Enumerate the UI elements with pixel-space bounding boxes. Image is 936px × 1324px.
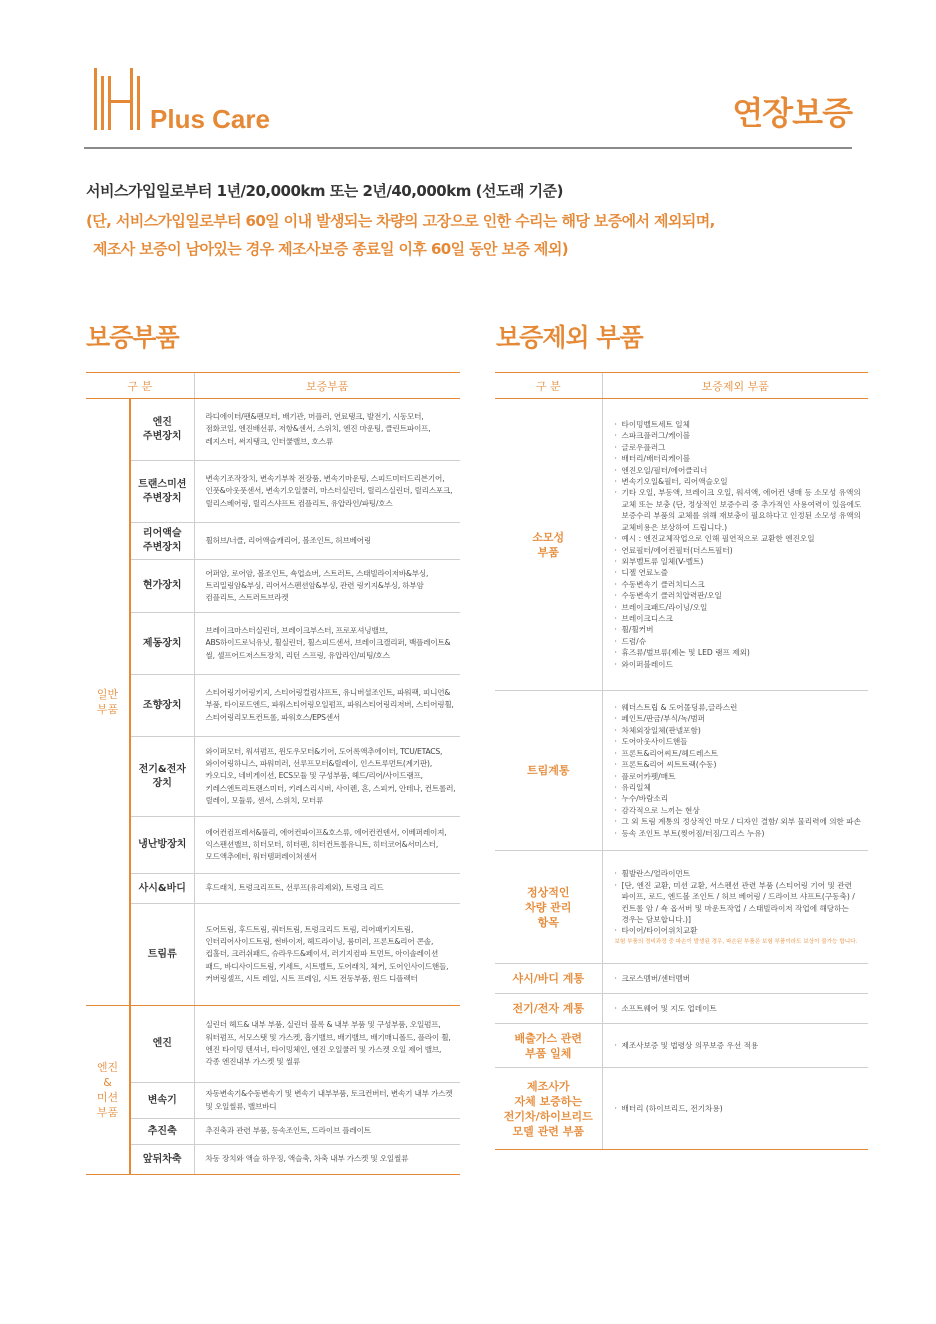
table-row [86, 560, 460, 613]
table-row [86, 675, 460, 737]
table-row [86, 1083, 460, 1119]
exclusion-category: 정상적인 차량 관리 항목 [495, 851, 602, 964]
list-item: · 도어아웃사이드핸들 [615, 736, 865, 747]
repair-damage-note: 보험 부품의 정비과정 중 파손이 발생된 경우, 파손된 부품은 보험 부품이라도 보상이 불가능 합니다. [614, 938, 858, 945]
exclusion-category: 전기/전자 계통 [495, 994, 602, 1024]
excluded-items [615, 419, 865, 670]
table-row [86, 613, 460, 675]
excluded-parts-list [602, 1068, 868, 1150]
subcategory-label: 냉난방장치 [130, 817, 194, 874]
list-item: · 제조사보증 및 법령상 의무보증 우선 적용 [615, 1040, 865, 1051]
table-row [495, 399, 868, 691]
list-item: · 드럼/슈 [615, 636, 865, 647]
table-row [86, 523, 460, 560]
list-item: · 디젤 연료노즐 [615, 567, 865, 578]
excluded-items [615, 1003, 865, 1014]
excluded-parts-list [602, 851, 868, 964]
covered-parts-list: 실린더 헤드& 내부 부품, 실린더 블록 & 내부 부품 및 구성부품, 오일펌프, 워터펌프, 서모스탯 및 가스켓, 흡기밸브, 배기밸브, 배기매니폴드, 플라이 휠, 엔진 타이밍 텐셔너, 타이밍체인, 엔진 오일쿨러 및 가스켓 오일 제어 밸브, 각종 엔진내부 가스켓 및 씰류 [194, 1006, 460, 1083]
exclusion-category: 샤시/바디 계통 [495, 964, 602, 994]
excluded-parts-list [602, 691, 868, 851]
excluded-parts-list [602, 1024, 868, 1068]
plus-care-logo [94, 68, 294, 132]
list-item: · 배터리 (하이브리드, 전기차용) [615, 1103, 865, 1114]
table-row [86, 737, 460, 817]
exclusion-category: 트림계통 [495, 691, 602, 851]
covered-parts-list: 브레이크마스터실린더, 브레이크부스터, 프로포셔닝밸브, ABS하이드로닉유닛, 휠실린더, 휠스피드센서, 브레이크캘리퍼, 백플레이트&씰, 셀프어드저스트장치, 리턴 스프링, 유압라인/피팅/호스 [194, 613, 460, 675]
covered-parts-list: 후드래치, 트렁크리프트, 선루프(유리제외), 트렁크 리드 [194, 874, 460, 904]
covered-parts-list: 스티어링기어링키지, 스티어링컬럼샤프트, 유니버셜조인트, 파워팩, 피니언&부품, 타이로드엔드, 파워스티어링오일펌프, 파워스티어링리저버, 스티어링휠, 스티어링리모트컨트롤, 파워호스/EPS센서 [194, 675, 460, 737]
excluded-items [615, 973, 865, 984]
list-item: · 예시 : 엔진교체작업으로 인해 필연적으로 교환한 엔진오일 [615, 533, 865, 544]
list-item: · 글로우플러그 [615, 442, 865, 453]
column-header-category: 구 분 [495, 373, 602, 399]
list-item: · [단, 엔진 교환, 미션 교환, 서스펜션 관련 부품 (스티어링 기어 및 관련 파이프, 로드, 엔드볼 조인트 / 허브 베어링 / 드라이브 샤프트(구동축) / 컨트롤 암 / 쇽 옵서버 및 마운트작업 / 스태빌라이저 작업에 해당하는 경우는 담보합니다.)] [615, 880, 865, 926]
list-item: · 프론트&리어씨트/헤드레스트 [615, 748, 865, 759]
exclusion-category: 제조사가 자체 보증하는 전기차/하이브리드 모델 관련 부품 [495, 1068, 602, 1150]
excluded-parts-list [602, 994, 868, 1024]
list-item: · 수동변속기 클러치압력판/오일 [615, 590, 865, 601]
list-item: · 타이어/타이어위치교환 [615, 925, 865, 936]
table-row [86, 461, 460, 523]
header-divider [84, 147, 852, 149]
list-item: · 브레이크패드/라이닝/오일 [615, 602, 865, 613]
excluded-parts-table [495, 372, 868, 1150]
list-item: · 프론트&리어 씨트트랙(수동) [615, 759, 865, 770]
list-item: · 엔진오일/필터/에어클리너 [615, 465, 865, 476]
excluded-items [615, 1103, 865, 1114]
covered-parts-list: 변속기조작장치, 변속기부착 전장품, 변속기마운팅, 스피드미터드리븐기어, 인풋&아웃풋센서, 변속기오일쿨러, 마스터실린더, 릴리스실린더, 릴리스포크, 릴리스베어링, 릴리스샤프트 컴플리트, 유압라인/파팅/호스 [194, 461, 460, 523]
list-item: · 누수/바람소리 [615, 793, 865, 804]
list-item: · 휠/휠커버 [615, 624, 865, 635]
covered-parts-list: 라디에이터/팬&팬모터, 배기관, 머플러, 연료탱크, 발전기, 시동모터, 점화코일, 엔진배선류, 저항&센서, 스위치, 엔진 마운팅, 클린트파이프, 레지스터, 써지탱크, 인터쿨밸브, 호스류 [194, 399, 460, 461]
list-item: · 외부벨트류 일체(V-벨트) [615, 556, 865, 567]
list-item: · 스파크플러그/케이블 [615, 430, 865, 441]
subcategory-label: 제동장치 [130, 613, 194, 675]
list-item: · 기타 오일, 부동액, 브레이크 오일, 워셔액, 에어컨 냉매 등 소모성 유액의 교체 또는 보충 (단, 정상적인 보증수리 중 추가적인 사용여력이 있음에도 보증수리 부품의 교체를 위해 재보충이 필요하다고 인정된 소모성 유액의 교체비용은 보상하여 드립니다.) [615, 487, 865, 533]
subcategory-label: 트랜스미션 주변장치 [130, 461, 194, 523]
exclusion-note-line1: (단, 서비스가입일로부터 60일 이내 발생되는 차량의 고장으로 인한 수리는 해당 보증에서 제외되며, [86, 212, 715, 230]
list-item: · 수동변속기 클러치디스크 [615, 579, 865, 590]
excluded-items [615, 702, 865, 839]
table-row [495, 1024, 868, 1068]
table-row [86, 1145, 460, 1175]
list-item: · 등속 조인트 부트(찢어짐/터짐/그리스 누유) [615, 828, 865, 839]
covered-parts-table [86, 372, 460, 1175]
list-item: · 크로스멤버/센터멤버 [615, 973, 865, 984]
covered-parts-list: 차동 장치와 액슬 하우징, 액슬축, 차축 내부 가스켓 및 오일씰류 [194, 1145, 460, 1175]
table-row [495, 851, 868, 964]
list-item: · 연료필터/에어컨필터(더스트필터) [615, 545, 865, 556]
list-item: · 감각적으로 느끼는 현상 [615, 805, 865, 816]
covered-parts-list: 휠허브/너클, 리어액슬캐리어, 볼조인트, 허브베어링 [194, 523, 460, 560]
brand-name: Plus Care [150, 104, 270, 134]
excluded-parts-list [602, 399, 868, 691]
subcategory-label: 전기&전자 장치 [130, 737, 194, 817]
intro [86, 180, 866, 263]
list-item: · 변속기오일&필터, 리어액슬오일 [615, 476, 865, 487]
subcategory-label: 엔진 주변장치 [130, 399, 194, 461]
list-item: · 그 외 트림 계통의 정상적인 마모 / 디자인 결함/ 외부 물리력에 의한 파손 [615, 816, 865, 827]
subcategory-label: 변속기 [130, 1083, 194, 1119]
column-header-parts: 보증제외 부품 [602, 373, 868, 399]
excluded-parts-title: 보증제외 부품 [496, 323, 643, 352]
group-label: 엔진 & 미션 부품 [86, 1006, 130, 1175]
list-item: · 웨더스트립 & 도어몰딩류,글라스런 [615, 702, 865, 713]
coverage-period: 서비스가입일로부터 1년/20,000km 또는 2년/40,000km (선도래 기준) [86, 182, 563, 200]
covered-parts-list: 추진축과 관련 부품, 등속조인트, 드라이브 플레이트 [194, 1119, 460, 1145]
table-row [86, 817, 460, 874]
subcategory-label: 추진축 [130, 1119, 194, 1145]
excluded-items [615, 1040, 865, 1051]
subcategory-label: 사시&바디 [130, 874, 194, 904]
table-row [86, 1119, 460, 1145]
subcategory-label: 트림류 [130, 904, 194, 1006]
column-header-category: 구 분 [86, 373, 194, 399]
table-row [495, 994, 868, 1024]
covered-parts-list: 에어컨컴프레서&풀리, 에어컨파이프&호스류, 에어컨컨덴서, 이베퍼레이져, 익스팬션밸브, 히터모터, 히터팬, 히터컨트롤유니트, 히터코어&서미스터, 모드액추에터, 워터템퍼레이쳐센서 [194, 817, 460, 874]
list-item: · 페인트/판금/부식/녹/범퍼 [615, 713, 865, 724]
list-item: · 배터리/배터리케이블 [615, 453, 865, 464]
excluded-parts-list [602, 964, 868, 994]
exclusion-note-line2: 제조사 보증이 남아있는 경우 제조사보증 종료일 이후 60일 동안 보증 제외) [93, 240, 568, 258]
excluded-items [615, 868, 865, 936]
subcategory-label: 현가장치 [130, 560, 194, 613]
covered-parts-list: 와이퍼모터, 워셔펌프, 윈도우모터&기어, 도어록액추에이터, TCU/ETACS, 와이어링하니스, 파워미러, 선루프모터&릴레이, 인스트루먼트(계기판), 카오디오, 네비게이션, ECS모듈 및 구성부품, 헤드/리어/사이드램프, 키레스엔트리트랜스미터, 키레스리시버, 사이렌, 혼, 스피커, 안테나, 컨트롤러, 릴레이, 모듈류, 센서, 스위치, 모터류 [194, 737, 460, 817]
covered-parts-list: 어퍼암, 로어암, 볼조인트, 쇽업쇼버, 스트러트, 스태빌라이저바&부싱, 트리밀링암&부싱, 리어서스펜션암&부싱, 관련 링키지&부싱, 하부암 컴플리트, 스트러트브라켓 [194, 560, 460, 613]
exclusion-category: 배출가스 관련 부품 일체 [495, 1024, 602, 1068]
subcategory-label: 앞뒤차축 [130, 1145, 194, 1175]
subcategory-label: 엔진 [130, 1006, 194, 1083]
list-item: · 휠발란스/얼라이먼트 [615, 868, 865, 879]
table-row [86, 904, 460, 1006]
covered-parts-list: 도어트림, 후드트림, 쿼터트림, 트렁크리드 트림, 리어패키지트림, 인터리어사이드트림, 썬바이저, 헤드라이닝, 룸미러, 프론트&리어 콘솔, 컵홀더, 크러쉬패드, 슈라우드&페이셔, 러기지컴파 트먼트, 아이솔레이션 패드, 바디사이드트림, 키세트, 시트벨트, 도어래치, 체커, 도어인사이드핸들, 커버링셀프, 시트 레일, 시트 프레임, 시트 전동부품, 윈드 디플렉터 [194, 904, 460, 1006]
list-item: · 소프트웨어 및 지도 업데이트 [615, 1003, 865, 1014]
exclusion-category: 소모성 부품 [495, 399, 602, 691]
list-item: · 플로어카펫/매트 [615, 771, 865, 782]
list-item: · 브레이크디스크 [615, 613, 865, 624]
table-row [495, 691, 868, 851]
table-row [86, 874, 460, 904]
table-row [495, 1068, 868, 1150]
column-header-parts: 보증부품 [194, 373, 460, 399]
covered-parts-list: 자동변속기&수동변속기 및 변속기 내부부품, 토크컨버터, 변속기 내부 가스켓 및 오일씰류, 밸브바디 [194, 1083, 460, 1119]
list-item: · 차체외장일체(판넬포함) [615, 725, 865, 736]
list-item: · 유리일체 [615, 782, 865, 793]
page-title: 연장보증 [732, 94, 852, 132]
subcategory-label: 리어액슬 주변장치 [130, 523, 194, 560]
table-row [86, 399, 460, 461]
table-row [86, 1006, 460, 1083]
table-row [495, 964, 868, 994]
group-label: 일반 부품 [86, 399, 130, 1006]
h-logo-icon [94, 68, 144, 130]
subcategory-label: 조향장치 [130, 675, 194, 737]
covered-parts-title: 보증부품 [86, 323, 179, 352]
list-item: · 휴즈류/벌브류(제논 및 LED 램프 제외) [615, 647, 865, 658]
list-item: · 와이퍼블레이드 [615, 659, 865, 670]
list-item: · 타이밍벨트세트 일체 [615, 419, 865, 430]
